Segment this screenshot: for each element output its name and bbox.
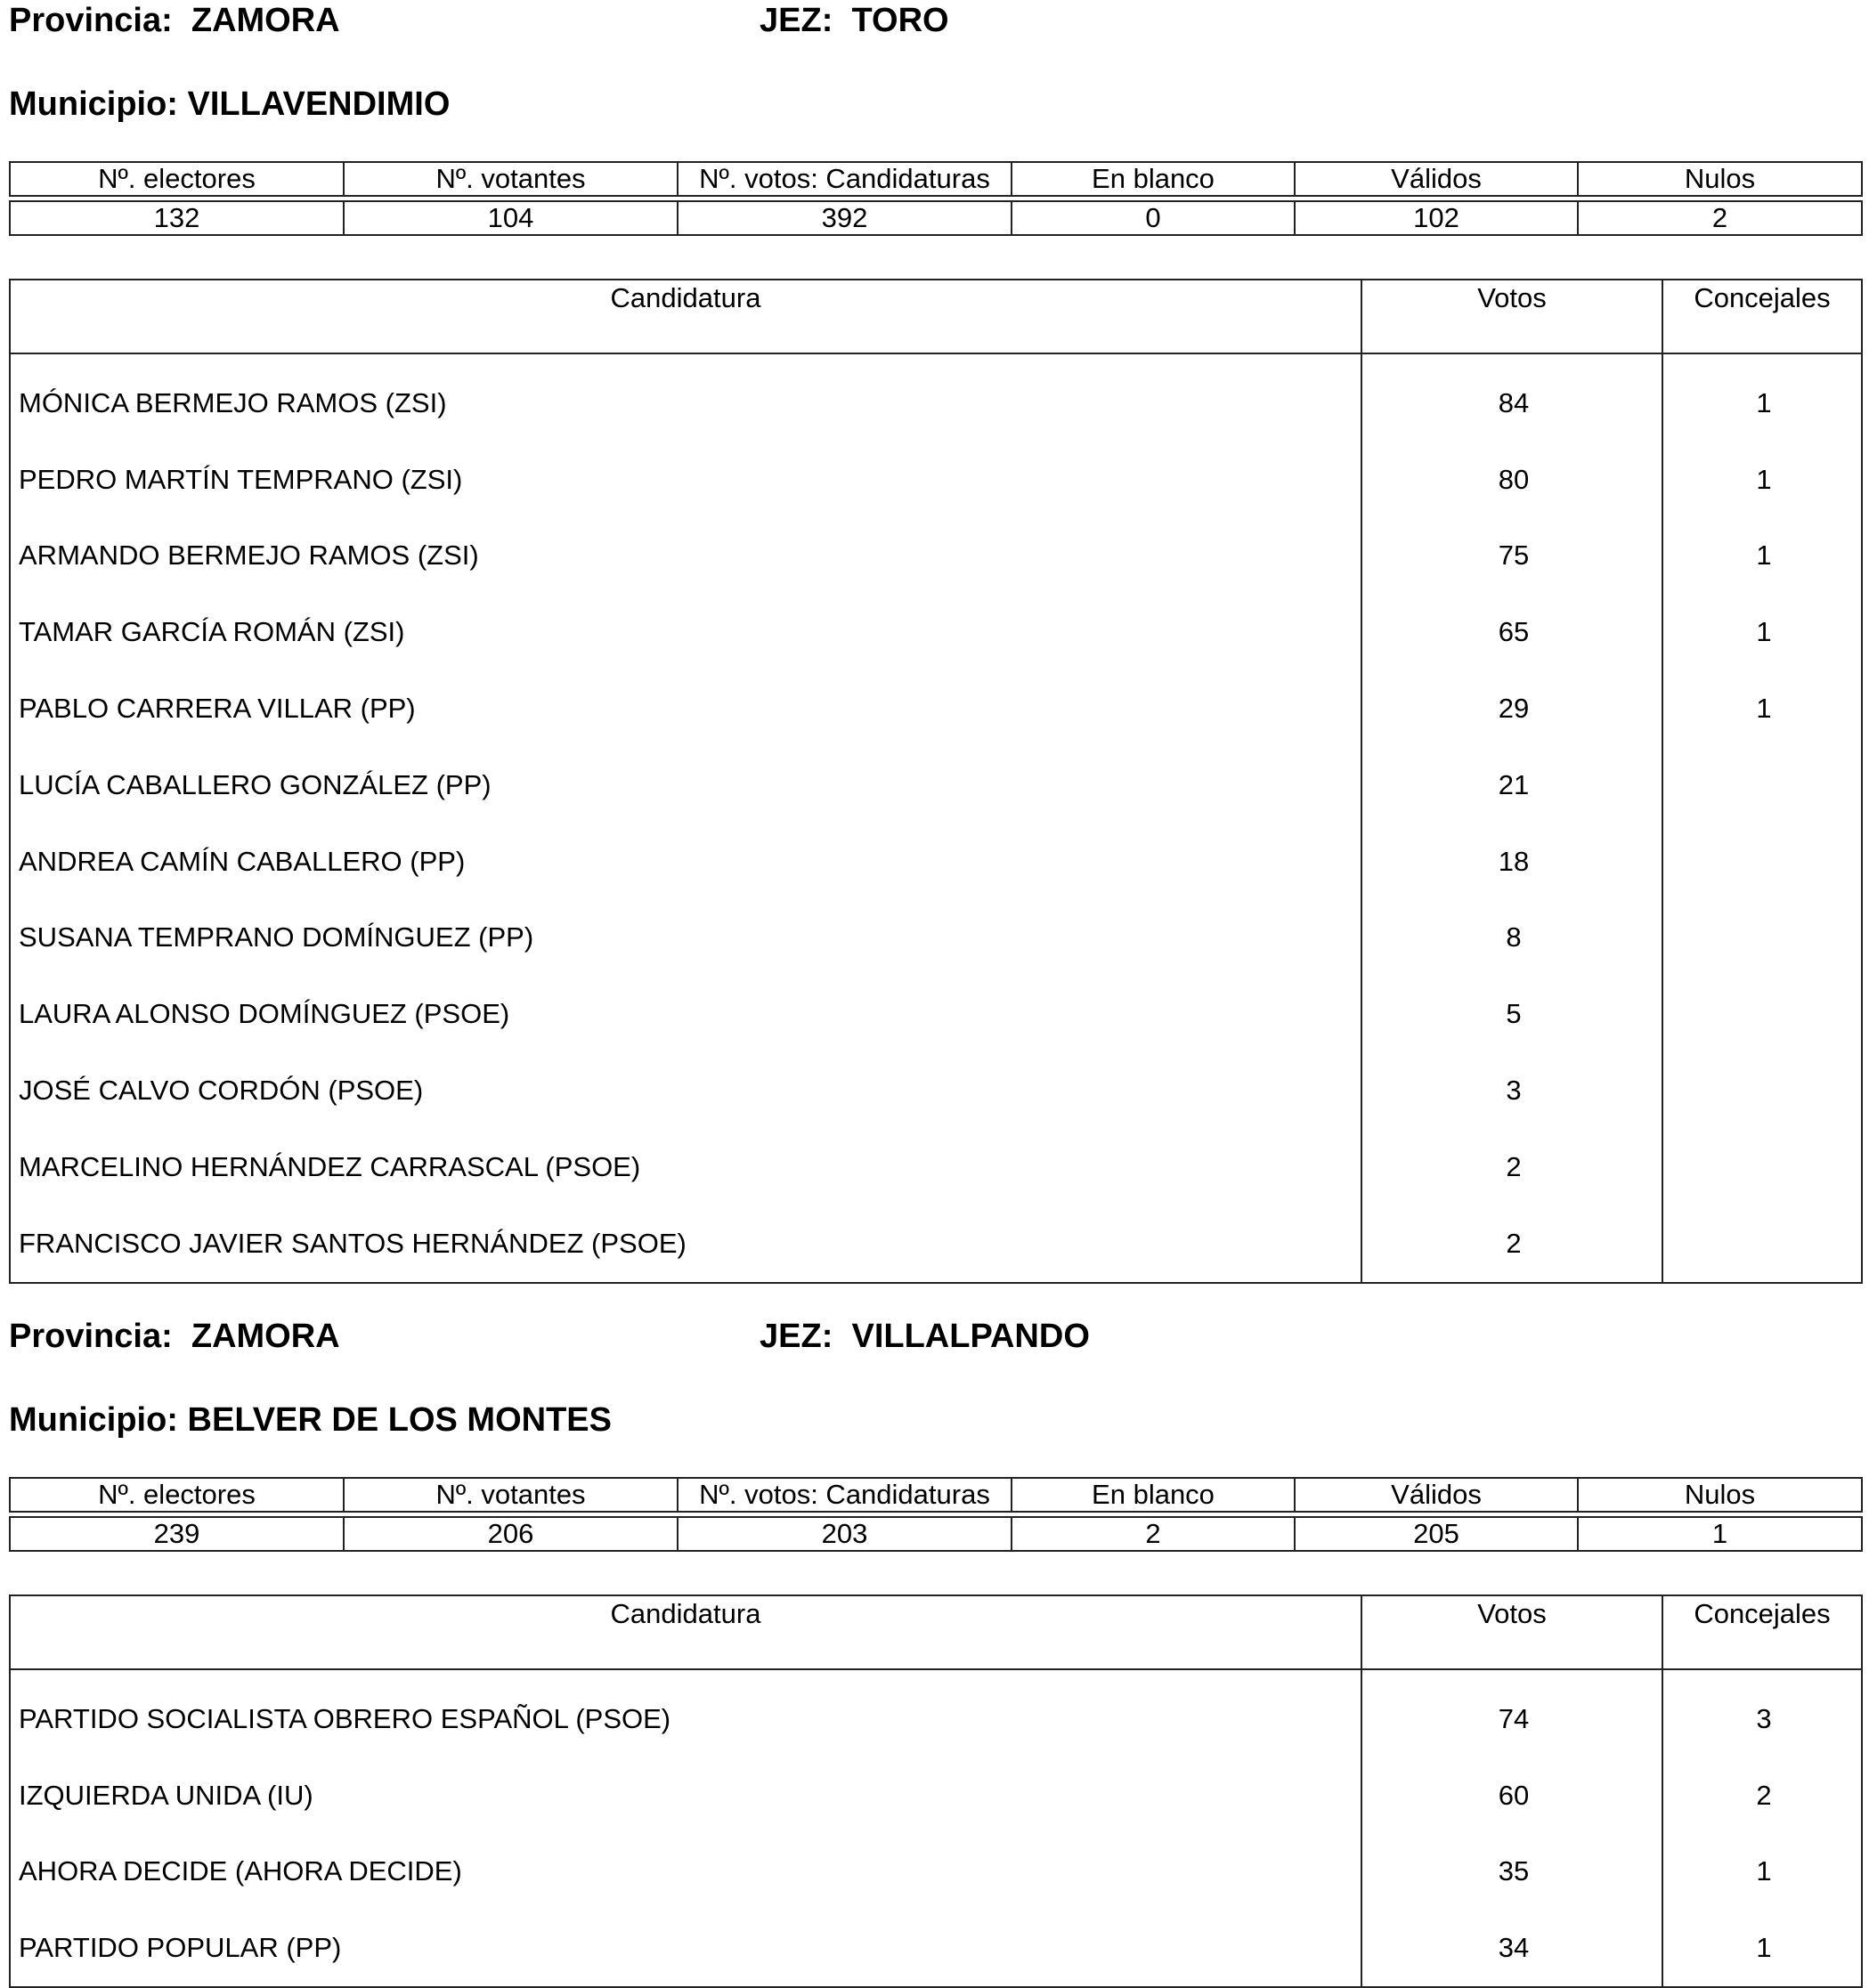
jez-heading — [760, 1316, 1090, 1357]
summary-values-table — [9, 200, 1863, 236]
summary-header-cell: Nº. electores — [10, 1478, 344, 1512]
candidate-name: PARTIDO POPULAR (PP) — [19, 1932, 342, 1964]
summary-header-cell: Nulos — [1578, 162, 1862, 196]
header-votos: Votos — [1361, 1595, 1662, 1669]
summary-header-cell: En blanco — [1012, 162, 1295, 196]
summary-value-cell: 392 — [678, 201, 1012, 235]
candidate-concejales: 1 — [1662, 670, 1862, 747]
summary-value-cell: 2 — [1578, 201, 1862, 235]
summary-value-cell: 0 — [1012, 201, 1295, 235]
candidate-name: TAMAR GARCÍA ROMÁN (ZSI) — [19, 616, 405, 648]
candidate-concejales — [1662, 1205, 1862, 1283]
jez-label: JEZ: — [760, 1318, 833, 1355]
summary-header-cell: Válidos — [1295, 162, 1578, 196]
table-row — [10, 1910, 1862, 1987]
table-row — [10, 1834, 1862, 1911]
jez-value: VILLALPANDO — [851, 1318, 1090, 1355]
summary-value-cell: 239 — [10, 1517, 344, 1551]
table-row — [10, 976, 1862, 1052]
candidate-concejales — [1662, 900, 1862, 977]
summary-value-cell: 102 — [1295, 201, 1578, 235]
table-row — [10, 747, 1862, 824]
candidate-votos: 74 — [1361, 1669, 1662, 1757]
candidates-table — [9, 279, 1863, 1284]
municipio-heading — [9, 1400, 612, 1440]
summary-value-cell: 206 — [344, 1517, 678, 1551]
candidate-name: PABLO CARRERA VILLAR (PP) — [19, 693, 416, 725]
candidate-votos: 8 — [1361, 900, 1662, 977]
jez-heading — [760, 0, 949, 41]
summary-header-cell: Nº. votos: Candidaturas — [678, 162, 1012, 196]
table-row — [10, 1052, 1862, 1129]
provincia-label: Provincia: — [9, 2, 173, 39]
provincia-label: Provincia: — [9, 1318, 173, 1355]
candidate-name: PEDRO MARTÍN TEMPRANO (ZSI) — [19, 463, 463, 495]
summary-value-cell: 2 — [1012, 1517, 1295, 1551]
candidate-concejales: 2 — [1662, 1757, 1862, 1834]
candidate-name: ANDREA CAMÍN CABALLERO (PP) — [19, 845, 466, 877]
table-row — [10, 1669, 1862, 1757]
table-row — [10, 900, 1862, 977]
candidate-concejales: 1 — [1662, 518, 1862, 595]
provincia-value: ZAMORA — [191, 1318, 340, 1355]
candidate-concejales: 3 — [1662, 1669, 1862, 1757]
summary-header-row — [10, 162, 1862, 196]
candidate-name: LUCÍA CABALLERO GONZÁLEZ (PP) — [19, 768, 492, 800]
candidate-concejales: 1 — [1662, 1834, 1862, 1911]
summary-value-cell: 132 — [10, 201, 344, 235]
candidate-votos: 18 — [1361, 824, 1662, 900]
candidate-concejales — [1662, 1129, 1862, 1205]
jez-value: TORO — [851, 2, 949, 39]
summary-value-cell: 104 — [344, 201, 678, 235]
header-candidatura: Candidatura — [10, 1595, 1361, 1669]
candidate-votos: 29 — [1361, 670, 1662, 747]
summary-values-table — [9, 1516, 1863, 1552]
candidate-name: IZQUIERDA UNIDA (IU) — [19, 1779, 313, 1811]
candidate-name: ARMANDO BERMEJO RAMOS (ZSI) — [19, 540, 479, 572]
candidate-votos: 35 — [1361, 1834, 1662, 1911]
summary-header-cell: Nº. electores — [10, 162, 344, 196]
summary-values-row — [10, 201, 1862, 235]
candidate-votos: 2 — [1361, 1129, 1662, 1205]
candidate-votos: 34 — [1361, 1910, 1662, 1987]
provincia-heading — [9, 0, 340, 41]
table-row — [10, 1205, 1862, 1283]
provincia-value: ZAMORA — [191, 2, 340, 39]
candidate-name: JOSÉ CALVO CORDÓN (PSOE) — [19, 1075, 424, 1107]
table-row — [10, 1129, 1862, 1205]
summary-header-cell: Nulos — [1578, 1478, 1862, 1512]
header-votos: Votos — [1361, 280, 1662, 353]
candidates-table — [9, 1594, 1863, 1988]
candidate-votos: 80 — [1361, 442, 1662, 518]
summary-value-cell: 1 — [1578, 1517, 1862, 1551]
candidate-votos: 5 — [1361, 976, 1662, 1052]
header-concejales: Concejales — [1662, 1595, 1862, 1669]
municipio-label: Municipio: — [9, 85, 178, 123]
candidate-votos: 21 — [1361, 747, 1662, 824]
municipio-heading — [9, 84, 450, 125]
candidate-name: PARTIDO SOCIALISTA OBRERO ESPAÑOL (PSOE) — [19, 1702, 671, 1734]
provincia-heading — [9, 1316, 340, 1357]
candidate-concejales: 1 — [1662, 442, 1862, 518]
table-row — [10, 442, 1862, 518]
candidate-votos: 65 — [1361, 594, 1662, 670]
table-row — [10, 670, 1862, 747]
table-row — [10, 1757, 1862, 1834]
candidate-votos: 2 — [1361, 1205, 1662, 1283]
candidate-votos: 60 — [1361, 1757, 1662, 1834]
candidate-name: MÓNICA BERMEJO RAMOS (ZSI) — [19, 386, 447, 418]
summary-header-row — [10, 1478, 1862, 1512]
summary-header-cell: Válidos — [1295, 1478, 1578, 1512]
summary-value-cell: 205 — [1295, 1517, 1578, 1551]
candidate-votos: 75 — [1361, 518, 1662, 595]
municipio-value: VILLAVENDIMIO — [187, 85, 451, 123]
candidate-votos: 84 — [1361, 353, 1662, 442]
candidates-header-row — [10, 1595, 1862, 1669]
summary-values-row — [10, 1517, 1862, 1551]
municipio-label: Municipio: — [9, 1401, 178, 1439]
candidate-name: SUSANA TEMPRANO DOMÍNGUEZ (PP) — [19, 921, 534, 953]
candidate-name: AHORA DECIDE (AHORA DECIDE) — [19, 1855, 462, 1887]
candidate-name: LAURA ALONSO DOMÍNGUEZ (PSOE) — [19, 998, 510, 1030]
candidate-concejales — [1662, 1052, 1862, 1129]
summary-header-cell: Nº. votantes — [344, 1478, 678, 1512]
summary-table — [9, 161, 1863, 197]
candidate-concejales — [1662, 747, 1862, 824]
candidates-header-row — [10, 280, 1862, 353]
candidate-concejales: 1 — [1662, 594, 1862, 670]
table-row — [10, 518, 1862, 595]
summary-table — [9, 1477, 1863, 1513]
summary-header-cell: Nº. votos: Candidaturas — [678, 1478, 1012, 1512]
header-concejales: Concejales — [1662, 280, 1862, 353]
candidate-concejales — [1662, 976, 1862, 1052]
candidate-name: FRANCISCO JAVIER SANTOS HERNÁNDEZ (PSOE) — [19, 1227, 687, 1259]
summary-header-cell: En blanco — [1012, 1478, 1295, 1512]
table-row — [10, 353, 1862, 442]
candidate-concejales: 1 — [1662, 353, 1862, 442]
municipio-value: BELVER DE LOS MONTES — [187, 1401, 612, 1439]
table-row — [10, 824, 1862, 900]
table-row — [10, 594, 1862, 670]
header-candidatura: Candidatura — [10, 280, 1361, 353]
summary-header-cell: Nº. votantes — [344, 162, 678, 196]
candidate-concejales: 1 — [1662, 1910, 1862, 1987]
jez-label: JEZ: — [760, 2, 833, 39]
summary-value-cell: 203 — [678, 1517, 1012, 1551]
candidate-concejales — [1662, 824, 1862, 900]
candidate-votos: 3 — [1361, 1052, 1662, 1129]
candidate-name: MARCELINO HERNÁNDEZ CARRASCAL (PSOE) — [19, 1150, 641, 1182]
